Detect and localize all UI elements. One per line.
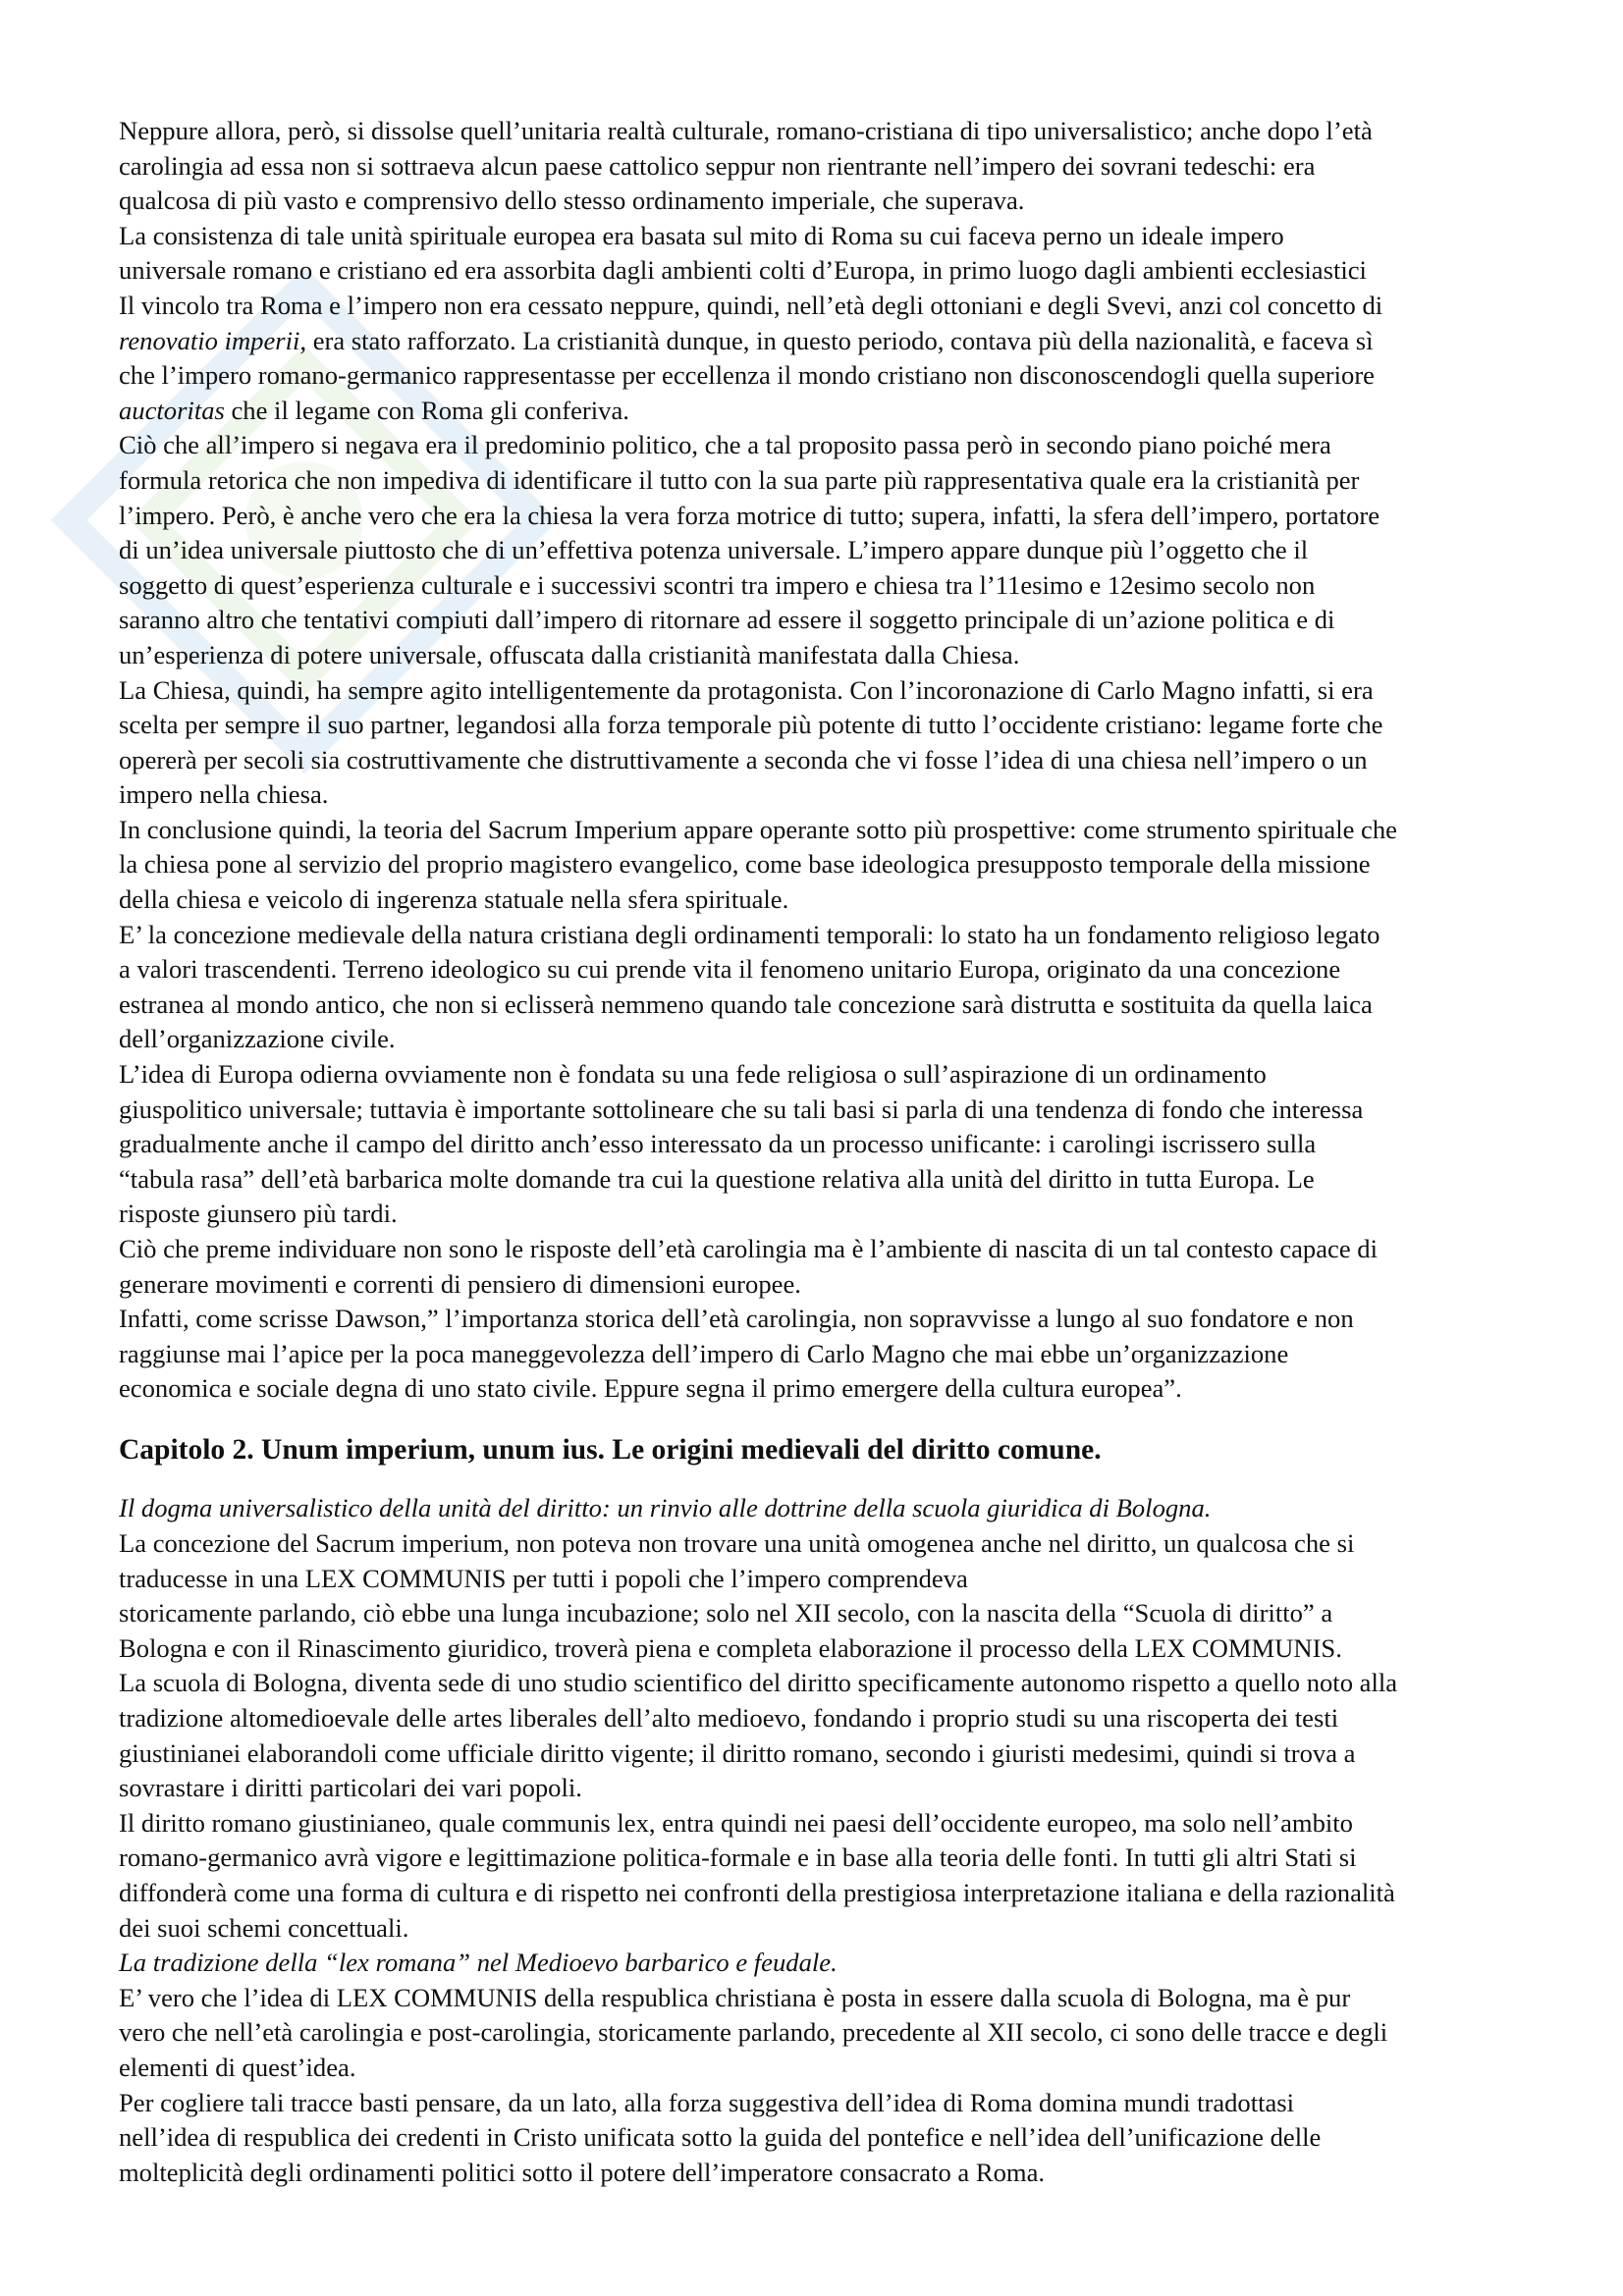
paragraph-2: La consistenza di tale unità spirituale europea era basata sul mito di Roma su cui faceva perno un ideale impero universale romano e cristiano ed era assorbita dagli ambienti colti d’Europa, in primo luogo dagli ambienti ecclesiastici <box>119 220 1367 286</box>
section-paragraph-2: Per cogliere tali tracce basti pensare, da un lato, alla forza suggestiva dell’idea di Roma domina mundi tradottasi nell’idea di respublica dei credenti in Cristo unificata sotto la guida del pontefice e nell’idea dell’unificazione delle molteplicità degli ordinamenti politici sotto il potere dell’imperatore consacrato a Roma. <box>119 2087 1322 2187</box>
paragraph-5: La Chiesa, quindi, ha sempre agito intelligentemente da protagonista. Con l’incoronazione di Carlo Magno infatti, si era scelta per sempre il suo partner, legandosi alla forza temporale più potente di tutto l’occidente cristiano: legame forte che opererà per secoli sia costruttivamente che distruttivamente a seconda che vi fosse l’idea di una chiesa nell’impero o un impero nella chiesa. <box>119 674 1383 810</box>
paragraph-9: Ciò che preme individuare non sono le risposte dell’età carolingia ma è l’ambiente di nascita di un tal contesto capace di generare movimenti e correnti di pensiero di dimensioni europee. <box>119 1234 1378 1299</box>
paragraph-4: Ciò che all’impero si negava era il predominio politico, che a tal proposito passa però in secondo piano poiché mera formula retorica che non impediva di identificare il tutto con la sua parte più rappresentativa quale era la cristianità per l’impero. Però, è anche vero che era la chiesa la vera forza motrice di tutto; supera, infatti, la sfera dell’impero, portatore di un’idea universale piuttosto che di un’effettiva potenza universale. L’impero appare dunque più l’oggetto che il soggetto di quest’esperienza culturale e i successivi scontri tra impero e chiesa tra l’11esimo e 12esimo secolo non saranno altro che tentativi compiuti dall’impero di ritornare ad essere il soggetto principale di un’azione politica e di un’esperienza di potere universale, offuscata dalla cristianità manifestata dalla Chiesa. <box>119 430 1380 669</box>
section-paragraph-1: E’ vero che l’idea di LEX COMMUNIS della respublica christiana è posta in essere dalla scuola di Bologna, ma è pur vero che nell’età carolingia e post-carolingia, storicamente parlando, precedente al XII secolo, ci sono delle tracce e degli elementi di quest’idea. <box>119 1982 1388 2082</box>
paragraph-8: L’idea di Europa odierna ovviamente non è fondata su una fede religiosa o sull’aspirazione di un ordinamento giuspolitico universale; tuttavia è importante sottolineare che su tali basi si parla di una tendenza di fondo che interessa gradualmente anche il campo del diritto anch’esso interessato da un processo unificante: i carolingi iscrissero sulla “tabula rasa” dell’età barbarica molte domande tra cui la questione relativa alla unità del diritto in tutta Europa. Le risposte giunsero più tardi. <box>119 1059 1364 1229</box>
paragraph-1: Neppure allora, però, si dissolse quell’unitaria realtà culturale, romano-cristiana di tipo universalistico; anche dopo l’età carolingia ad essa non si sottraeva alcun paese cattolico seppur non rientrante nell’impero dei sovrani tedeschi: era qualcosa di più vasto e comprensivo dello stesso ordinamento imperiale, che superava. <box>119 116 1373 216</box>
paragraph-3: Il vincolo tra Roma e l’impero non era cessato neppure, quindi, nell’età degli ottoniani e degli Svevi, anzi col concetto di renovatio imperii, era stato rafforzato. La cristianità dunque, in questo periodo, contava più della nazionalità, e faceva sì che l’impero romano-germanico rappresentasse per eccellenza il mondo cristiano non disconoscendogli quella superiore auctoritas che il legame con Roma gli conferiva. <box>119 290 1383 425</box>
section-title: La tradizione della “lex romana” nel Medioevo barbarico e feudale. <box>119 1948 838 1978</box>
paragraph-7: E’ la concezione medievale della natura cristiana degli ordinamenti temporali: lo stato ha un fondamento religioso legato a valori trascendenti. Terreno ideologico su cui prende vita il fenomeno unitario Europa, originato da una concezione estranea al mondo antico, che non si eclisserà nemmeno quando tale concezione sarà distrutta e sostituita da quella laica dell’organizzazione civile. <box>119 919 1380 1054</box>
paragraph-10: Infatti, come scrisse Dawson,” l’importanza storica dell’età carolingia, non sopravvisse a lungo al suo fondatore e non raggiunse mai l’apice per la poca maneggevolezza dell’impero di Carlo Magno che mai ebbe un’organizzazione economica e sociale degna di uno stato civile. Eppure segna il primo emergere della cultura europea”. <box>119 1304 1354 1404</box>
chapter-title: Capitolo 2. Unum imperium, unum ius. Le origini medievali del diritto comune. <box>119 1433 1102 1466</box>
chapter-paragraph-3: Il diritto romano giustinianeo, quale communis lex, entra quindi nei paesi dell’occidente europeo, ma solo nell’ambito romano-germanico avrà vigore e legittimazione politica-formale e in base alla teoria delle fonti. In tutti gli altri Stati si diffonderà come una forma di cultura e di rispetto nei confronti della prestigiosa interpretazione italiana e della razionalità dei suoi schemi concettuali. <box>119 1807 1395 1943</box>
document-page <box>119 114 1562 2190</box>
latin-term: renovatio imperii <box>119 325 300 355</box>
chapter-subtitle: Il dogma universalistico della unità del diritto: un rinvio alle dottrine della scuola giuridica di Bologna. <box>119 1493 1212 1523</box>
chapter-paragraph-1: La concezione del Sacrum imperium, non poteva non trovare una unità omogenea anche nel diritto, un qualcosa che si traducesse in una LEX COMMUNIS per tutti i popoli che l’impero comprendeva storicamente parlando, ciò ebbe una lunga incubazione; solo nel XII secolo, con la nascita della “Scuola di diritto” a Bologna e con il Rinascimento giuridico, troverà piena e completa elaborazione il processo della LEX COMMUNIS. <box>119 1528 1355 1663</box>
paragraph-6: In conclusione quindi, la teoria del Sacrum Imperium appare operante sotto più prospettive: come strumento spirituale che la chiesa pone al servizio del proprio magistero evangelico, come base ideologica presupposto temporale della missione della chiesa e veicolo di ingerenza statuale nella sfera spirituale. <box>119 814 1397 915</box>
chapter-paragraph-2: La scuola di Bologna, diventa sede di uno studio scientifico del diritto specificamente autonomo rispetto a quello noto alla tradizione altomedioevale delle artes liberales dell’alto medioevo, fondando i proprio studi su una riscoperta dei testi giustinianei elaborandoli come ufficiale diritto vigente; il diritto romano, secondo i giuristi medesimi, quindi si trova a sovrastare i diritti particolari dei vari popoli. <box>119 1668 1398 1803</box>
latin-term: auctoritas <box>119 395 225 425</box>
